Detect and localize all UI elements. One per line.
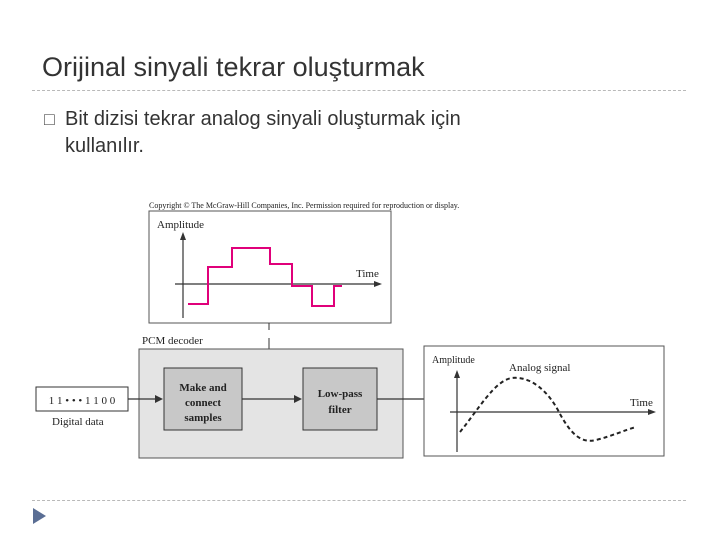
top-time-label: Time	[356, 268, 379, 280]
analog-signal-label: Analog signal	[509, 362, 571, 374]
digital-data-label: Digital data	[52, 416, 104, 428]
copyright-text: Copyright © The McGraw-Hill Companies, Inc. Permission required for reproduction or display.	[149, 201, 460, 210]
bit-sequence: 1 1 • • • 1 1 0 0	[48, 395, 116, 407]
pcm-decoder-label: PCM decoder	[142, 335, 203, 347]
box1-line1: Make and	[179, 382, 227, 394]
box2-line1: Low-pass	[317, 388, 363, 400]
box1-line2: connect	[184, 397, 222, 409]
nav-arrow-icon[interactable]	[33, 508, 47, 524]
right-amplitude-label: Amplitude	[432, 355, 475, 366]
bullet-text-line2: kullanılır.	[65, 135, 144, 157]
bullet-text-line1: Bit dizisi tekrar analog sinyali oluşturmak için	[65, 108, 461, 130]
top-amplitude-label: Amplitude	[157, 219, 205, 231]
slide-title: Orijinal sinyali tekrar oluşturmak	[42, 52, 425, 82]
right-time-label: Time	[630, 397, 653, 409]
footer-divider	[32, 500, 686, 501]
box1-line3: samples	[184, 412, 222, 424]
box2-line2: filter	[328, 404, 352, 416]
bullet-marker-icon: □	[44, 109, 55, 129]
